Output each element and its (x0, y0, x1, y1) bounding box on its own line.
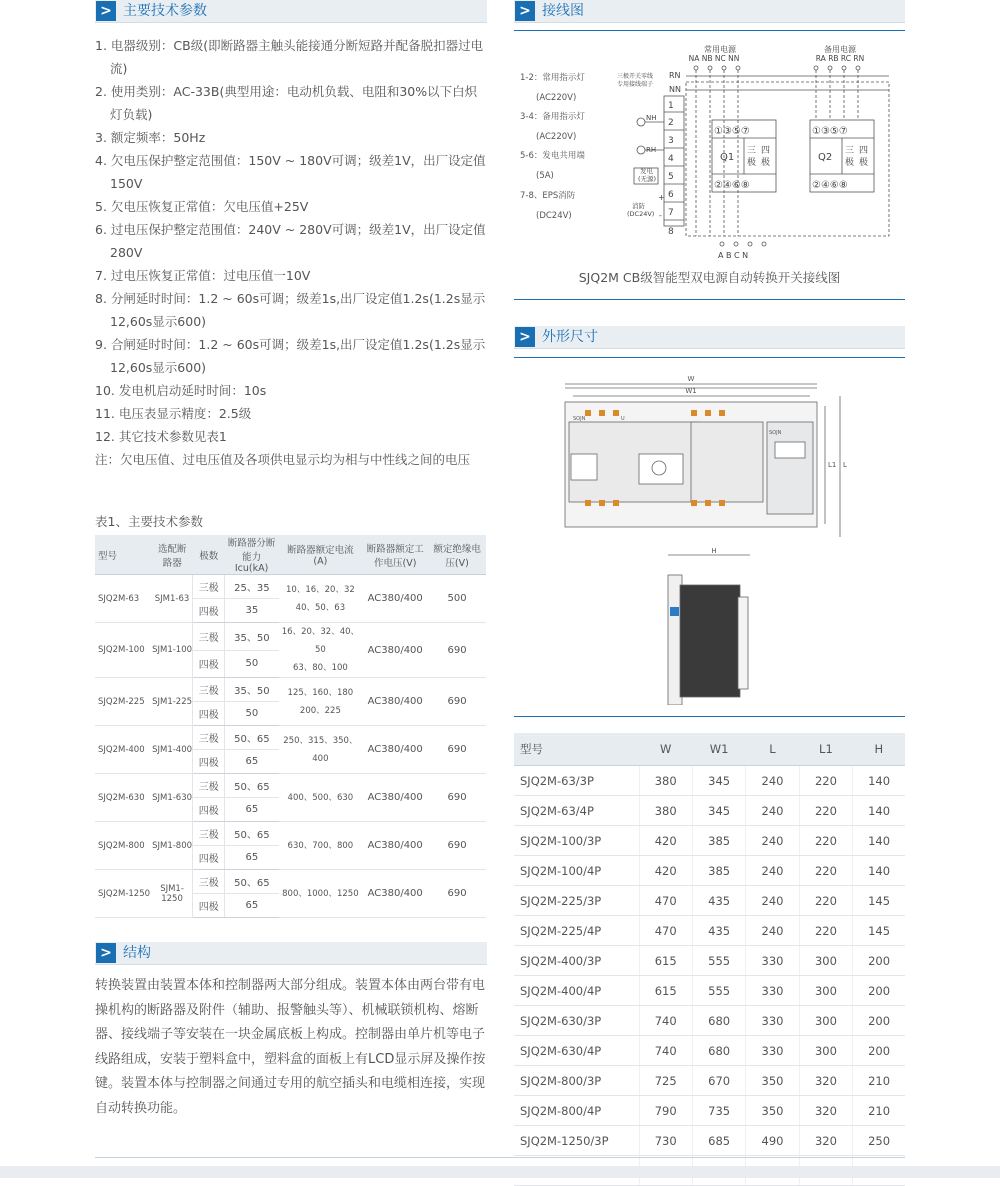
section-header-dimensions (514, 326, 905, 349)
table-row (95, 575, 486, 599)
table-cell: AC380/400 (362, 678, 428, 726)
table-cell: 555 (692, 946, 745, 976)
table-cell: 725 (639, 1066, 692, 1096)
divider (514, 716, 905, 717)
table-cell: AC380/400 (362, 623, 428, 678)
table-cell: 420 (639, 826, 692, 856)
table-cell: 四极 (193, 650, 225, 678)
current-line: 40、50、63 (295, 602, 346, 613)
table-cell: 240 (746, 826, 799, 856)
table-cell: 250 (853, 1126, 905, 1156)
param-item: 9. 合闸延时时间：1.2 ~ 60s可调；级差1s,出厂设定值1.2s(1.2s显示12,60s显示600) (95, 337, 486, 375)
table-cell: 240 (746, 796, 799, 826)
table-cell: 300 (799, 976, 852, 1006)
current-line: 800、1000、1250 (282, 888, 359, 899)
svg-text:(5A): (5A) (536, 171, 554, 181)
footer-bar (0, 1166, 1000, 1178)
table-cell: SJM1-1250 (152, 870, 193, 918)
table-cell: 420 (639, 856, 692, 886)
table-cell: 330 (746, 976, 799, 1006)
table-cell: 四极 (193, 798, 225, 822)
svg-text:NN: NN (669, 85, 681, 94)
param-item: 3. 额定频率：50Hz (95, 130, 206, 145)
structure-text (95, 974, 488, 1121)
svg-text:备用电源: 备用电源 (824, 45, 856, 54)
wiring-caption: SJQ2M CB级智能型双电源自动转换开关接线图 (578, 270, 841, 285)
section-title: 主要技术参数 (123, 3, 207, 19)
table-cell: 470 (639, 886, 692, 916)
table-cell: SJQ2M-400/3P (514, 946, 639, 976)
table-cell: 200 (853, 976, 905, 1006)
table-cell (279, 774, 363, 822)
svg-text:①③⑤⑦: ①③⑤⑦ (714, 126, 750, 137)
table-cell: 345 (692, 796, 745, 826)
param-item: 7. 过电压恢复正常值：过电压值一10V (95, 268, 311, 283)
svg-text:+: + (658, 193, 665, 202)
table-cell: AC380/400 (362, 822, 428, 870)
chevron-right-icon: > (96, 943, 116, 963)
table-cell: 300 (799, 1006, 852, 1036)
table-cell: 200 (853, 1006, 905, 1036)
table-cell: 690 (428, 822, 486, 870)
table-cell: 385 (692, 826, 745, 856)
svg-text:1-2：常用指示灯: 1-2：常用指示灯 (520, 73, 585, 83)
svg-text:SOJN: SOJN (769, 430, 782, 436)
table-cell: 240 (746, 886, 799, 916)
divider (514, 30, 905, 31)
table-cell: SJM1-400 (152, 726, 193, 774)
chevron-right-icon: > (96, 1, 116, 21)
table-cell: 四极 (193, 846, 225, 870)
svg-text:(无源): (无源) (638, 175, 657, 183)
svg-text:-: - (659, 211, 662, 220)
param-item: 4. 欠电压保护整定范围值：150V ~ 180V可调；级差1V，出厂设定值150V (95, 153, 486, 191)
table-cell: 35、50 (225, 623, 279, 651)
table-cell (279, 822, 363, 870)
table-cell: 615 (639, 946, 692, 976)
table-cell: 220 (799, 766, 852, 796)
param-item: 2. 使用类别：AC-33B(典型用途：电动机负载、电阻和30%以下白炽灯负载) (95, 84, 478, 122)
svg-text:L1: L1 (828, 461, 837, 469)
param-item: 11. 电压表显示精度：2.5级 (95, 406, 252, 421)
table-cell: SJQ2M-630 (95, 774, 152, 822)
table-header: W (639, 733, 692, 766)
table-cell: 435 (692, 916, 745, 946)
svg-text:6: 6 (668, 190, 674, 200)
svg-text:四: 四 (859, 146, 869, 156)
table-cell: 四极 (193, 702, 225, 726)
structure-paragraph: 转换装置由装置本体和控制器两大部分组成。装置本体由两台带有电操机构的断路器及附件（辅助、报警触头等）、机械联锁机构、熔断器、接线端子等安装在一块金属底板上构成。控制器由单片机等电子线路组成，安装于塑料盒中，塑料盒的面板上有LCD显示屏及操作按键。装置本体与控制器之间通过专用的航空插头和电缆相连接，实现自动转换功能。 (95, 978, 486, 1116)
section-title: 接线图 (542, 3, 584, 19)
svg-text:3: 3 (668, 136, 674, 146)
table-cell: 三极 (193, 774, 225, 798)
table-cell: 140 (853, 856, 905, 886)
current-line: 16、20、32、40、50 (281, 627, 360, 655)
svg-text:极: 极 (859, 158, 869, 168)
svg-text:1: 1 (668, 101, 674, 111)
table-cell (279, 575, 363, 623)
table-cell: 320 (799, 1066, 852, 1096)
svg-text:7-8、EPS消防: 7-8、EPS消防 (520, 191, 576, 201)
table-row (514, 1006, 905, 1036)
table-cell: 470 (639, 916, 692, 946)
table-cell: 140 (853, 766, 905, 796)
table-cell: 790 (639, 1096, 692, 1126)
table-cell: 35、50 (225, 678, 279, 702)
table-row (514, 1036, 905, 1066)
svg-text:3-4：备用指示灯: 3-4：备用指示灯 (520, 112, 585, 122)
table-cell: SJQ2M-630/4P (514, 1036, 639, 1066)
svg-text:U: U (621, 416, 625, 422)
param-item: 12. 其它技术参数见表1 (95, 429, 227, 444)
table-cell: 220 (799, 856, 852, 886)
svg-text:极: 极 (761, 158, 771, 168)
table-row (95, 870, 486, 894)
param-item: 5. 欠电压恢复正常值：欠电压值+25V (95, 199, 309, 214)
table-cell: 50、65 (225, 822, 279, 846)
svg-text:W: W (687, 375, 695, 383)
svg-text:发电: 发电 (640, 167, 653, 175)
table-cell: 50 (225, 702, 279, 726)
table-cell: 220 (799, 886, 852, 916)
table-cell: 350 (746, 1096, 799, 1126)
table-header: 额定绝缘电压(V) (428, 535, 486, 575)
table-cell: 680 (692, 1006, 745, 1036)
table-cell: 670 (692, 1066, 745, 1096)
table-cell: SJM1-630 (152, 774, 193, 822)
table-cell: 三极 (193, 623, 225, 651)
table-cell: 50、65 (225, 870, 279, 894)
svg-text:常用电源: 常用电源 (704, 45, 736, 54)
table-cell: SJM1-800 (152, 822, 193, 870)
table-cell (279, 678, 363, 726)
table-cell: 680 (692, 1036, 745, 1066)
svg-text:三: 三 (747, 146, 757, 156)
param-item: 8. 分闸延时时间：1.2 ~ 60s可调；级差1s,出厂设定值1.2s(1.2s显示12,60s显示600) (95, 291, 486, 329)
table-cell: 50、65 (225, 774, 279, 798)
table-cell: SJQ2M-800/3P (514, 1066, 639, 1096)
svg-text:②④⑥⑧: ②④⑥⑧ (812, 180, 848, 191)
svg-text:A B C N: A B C N (718, 251, 749, 260)
table-cell: 730 (639, 1126, 692, 1156)
svg-text:RN: RN (669, 71, 681, 80)
table-header: 极数 (193, 535, 225, 575)
section-header-params (95, 0, 487, 23)
svg-text:Q2: Q2 (818, 152, 833, 163)
table-cell: 四极 (193, 894, 225, 918)
table-cell: 345 (692, 766, 745, 796)
table-cell: 220 (799, 916, 852, 946)
svg-text:L: L (843, 461, 847, 469)
table-row (514, 826, 905, 856)
table-cell: 240 (746, 916, 799, 946)
table-cell: 65 (225, 846, 279, 870)
table-cell: SJQ2M-225/3P (514, 886, 639, 916)
table-cell: AC380/400 (362, 575, 428, 623)
divider (514, 357, 905, 358)
table-cell: SJQ2M-63 (95, 575, 152, 623)
svg-text:四: 四 (761, 146, 771, 156)
current-line: 400、500、630 (287, 792, 354, 803)
table-row (95, 678, 486, 702)
table-cell: 220 (799, 826, 852, 856)
svg-text:消防: 消防 (632, 202, 645, 210)
current-line: 125、160、180 (287, 687, 354, 698)
table-cell: 140 (853, 796, 905, 826)
table-row (95, 774, 486, 798)
table-cell: SJM1-100 (152, 623, 193, 678)
svg-text:NH: NH (646, 114, 657, 122)
table-cell: 三极 (193, 870, 225, 894)
table-cell (279, 870, 363, 918)
table-cell: 三极 (193, 822, 225, 846)
current-line: 10、16、20、32 (286, 584, 355, 595)
svg-text:4: 4 (668, 154, 674, 164)
table-cell: 50 (225, 650, 279, 678)
table-cell: 690 (428, 870, 486, 918)
table-cell: SJQ2M-225/4P (514, 916, 639, 946)
table-cell: 200 (853, 1036, 905, 1066)
param-item: 1. 电器级别：CB级(即断路器主触头能接通分断短路并配备脱扣器过电流) (95, 38, 484, 76)
table-cell: SJQ2M-800/4P (514, 1096, 639, 1126)
table-cell: 350 (746, 1066, 799, 1096)
svg-text:5: 5 (668, 172, 674, 182)
front-view-drawing (555, 372, 860, 542)
divider (95, 1157, 905, 1158)
current-line: 630、700、800 (287, 840, 354, 851)
table-cell: 65 (225, 798, 279, 822)
tech-params-table (95, 535, 486, 918)
table-cell: SJM1-225 (152, 678, 193, 726)
table-row (95, 726, 486, 750)
table-cell: 685 (692, 1126, 745, 1156)
table-cell: SJQ2M-400 (95, 726, 152, 774)
table-cell: SJM1-63 (152, 575, 193, 623)
table-cell: SJQ2M-400/4P (514, 976, 639, 1006)
table-row (514, 856, 905, 886)
table-cell: 330 (746, 1036, 799, 1066)
table-cell: 740 (639, 1006, 692, 1036)
svg-text:①③⑤⑦: ①③⑤⑦ (812, 126, 848, 137)
table-cell: 740 (639, 1036, 692, 1066)
table-cell: AC380/400 (362, 726, 428, 774)
table-row (95, 822, 486, 846)
svg-text:H: H (711, 547, 717, 555)
table-header: 断路器额定电流(A) (279, 535, 363, 575)
svg-text:NA NB NC NN: NA NB NC NN (688, 54, 740, 63)
table-cell: 500 (428, 575, 486, 623)
table-cell: SJQ2M-225 (95, 678, 152, 726)
table-cell: 三极 (193, 575, 225, 599)
table-cell: 145 (853, 886, 905, 916)
table-header: L (746, 733, 799, 766)
table-cell: 210 (853, 1096, 905, 1126)
current-line: 63、80、100 (292, 663, 348, 673)
table-cell: 50、65 (225, 726, 279, 750)
table-cell: 四极 (193, 599, 225, 623)
chevron-right-icon: > (515, 1, 535, 21)
table-row (514, 976, 905, 1006)
table-cell: SJQ2M-100/3P (514, 826, 639, 856)
table-cell: 490 (746, 1126, 799, 1156)
svg-text:5-6：发电共用端: 5-6：发电共用端 (520, 151, 585, 161)
table-header: 断路器额定工作电压(V) (362, 535, 428, 575)
side-view-drawing (660, 545, 770, 705)
param-item: 10. 发电机启动延时时间：10s (95, 383, 267, 398)
table-cell: SJQ2M-1250 (95, 870, 152, 918)
table-header: W1 (692, 733, 745, 766)
svg-text:7: 7 (668, 208, 674, 218)
table-cell: 300 (799, 1036, 852, 1066)
table-row (514, 886, 905, 916)
table-cell: 690 (428, 774, 486, 822)
table-cell: 200 (853, 946, 905, 976)
table-cell: 555 (692, 976, 745, 1006)
table-cell: 690 (428, 726, 486, 774)
svg-text:2: 2 (668, 118, 674, 128)
current-line: 200、225 (299, 705, 341, 716)
table-header: H (853, 733, 905, 766)
section-header-structure (95, 942, 487, 965)
table-cell: 380 (639, 766, 692, 796)
svg-text:(AC220V): (AC220V) (536, 132, 577, 142)
table-row (514, 916, 905, 946)
table-header: 型号 (95, 535, 152, 575)
svg-text:三: 三 (845, 146, 855, 156)
table-row (514, 796, 905, 826)
table-cell: 330 (746, 1006, 799, 1036)
table-header: L1 (799, 733, 852, 766)
svg-text:SOJN: SOJN (573, 416, 586, 422)
section-title: 结构 (123, 945, 151, 961)
table-cell: 四极 (193, 750, 225, 774)
table-cell: 65 (225, 750, 279, 774)
current-line: 250、315、350、400 (283, 735, 358, 764)
table-cell: 435 (692, 886, 745, 916)
table-row (95, 623, 486, 651)
section-title: 外形尺寸 (542, 329, 598, 345)
chevron-right-icon: > (515, 327, 535, 347)
table-row (514, 946, 905, 976)
svg-text:②④⑥⑧: ②④⑥⑧ (714, 180, 750, 191)
table-cell: 240 (746, 856, 799, 886)
table-cell: 320 (799, 1096, 852, 1126)
table-row (514, 766, 905, 796)
svg-text:8: 8 (668, 227, 674, 237)
svg-text:专用接线端子: 专用接线端子 (617, 81, 654, 88)
table-cell: 300 (799, 946, 852, 976)
svg-text:RA RB RC RN: RA RB RC RN (815, 54, 865, 63)
table-cell: AC380/400 (362, 774, 428, 822)
param-item: 6. 过电压保护整定范围值：240V ~ 280V可调；级差1V，出厂设定值280V (95, 222, 486, 260)
table-cell: SJQ2M-63/4P (514, 796, 639, 826)
table-cell: 320 (799, 1126, 852, 1156)
table-cell: 65 (225, 894, 279, 918)
table-cell (279, 623, 363, 678)
svg-text:RH: RH (646, 146, 657, 154)
table-cell: SJQ2M-1250/3P (514, 1126, 639, 1156)
svg-text:极: 极 (845, 158, 855, 168)
svg-text:极: 极 (747, 158, 757, 168)
table-cell: 735 (692, 1096, 745, 1126)
table-header: 型号 (514, 733, 639, 766)
table-cell: SJQ2M-630/3P (514, 1006, 639, 1036)
svg-text:Q1: Q1 (720, 152, 735, 163)
divider (514, 299, 905, 300)
table-row (514, 1126, 905, 1156)
svg-text:(DC24V): (DC24V) (536, 211, 572, 221)
table-cell: SJQ2M-63/3P (514, 766, 639, 796)
table-header: 选配断路器 (152, 535, 193, 575)
table-cell: SJQ2M-800 (95, 822, 152, 870)
table-cell: 330 (746, 946, 799, 976)
table-cell: 615 (639, 976, 692, 1006)
wiring-diagram (514, 40, 905, 265)
svg-text:W1: W1 (685, 387, 697, 395)
table-cell: 220 (799, 796, 852, 826)
table-cell (279, 726, 363, 774)
svg-text:(AC220V): (AC220V) (536, 93, 577, 103)
table-header: 断路器分断能力Icu(kA) (225, 535, 279, 575)
table-cell: SJQ2M-100 (95, 623, 152, 678)
table1-caption: 表1、主要技术参数 (95, 514, 203, 529)
table-cell: 25、35 (225, 575, 279, 599)
table-cell: AC380/400 (362, 870, 428, 918)
table-cell: 35 (225, 599, 279, 623)
table-cell: 385 (692, 856, 745, 886)
dimensions-table (514, 733, 905, 1186)
params-list (95, 34, 487, 471)
table-cell: 三极 (193, 726, 225, 750)
section-header-wiring (514, 0, 905, 23)
table-cell: 690 (428, 678, 486, 726)
table-cell: 690 (428, 623, 486, 678)
params-note: 注：欠电压值、过电压值及各项供电显示均为相与中性线之间的电压 (95, 452, 471, 467)
table-cell: 140 (853, 826, 905, 856)
table-cell: 三极 (193, 678, 225, 702)
table-cell: 380 (639, 796, 692, 826)
svg-text:(DC24V): (DC24V) (627, 210, 655, 218)
table-row (514, 1066, 905, 1096)
table-cell: SJQ2M-100/4P (514, 856, 639, 886)
table-row (514, 1096, 905, 1126)
table-cell: 240 (746, 766, 799, 796)
svg-text:三极开关零线: 三极开关零线 (617, 73, 654, 80)
table-cell: 145 (853, 916, 905, 946)
table-cell: 210 (853, 1066, 905, 1096)
